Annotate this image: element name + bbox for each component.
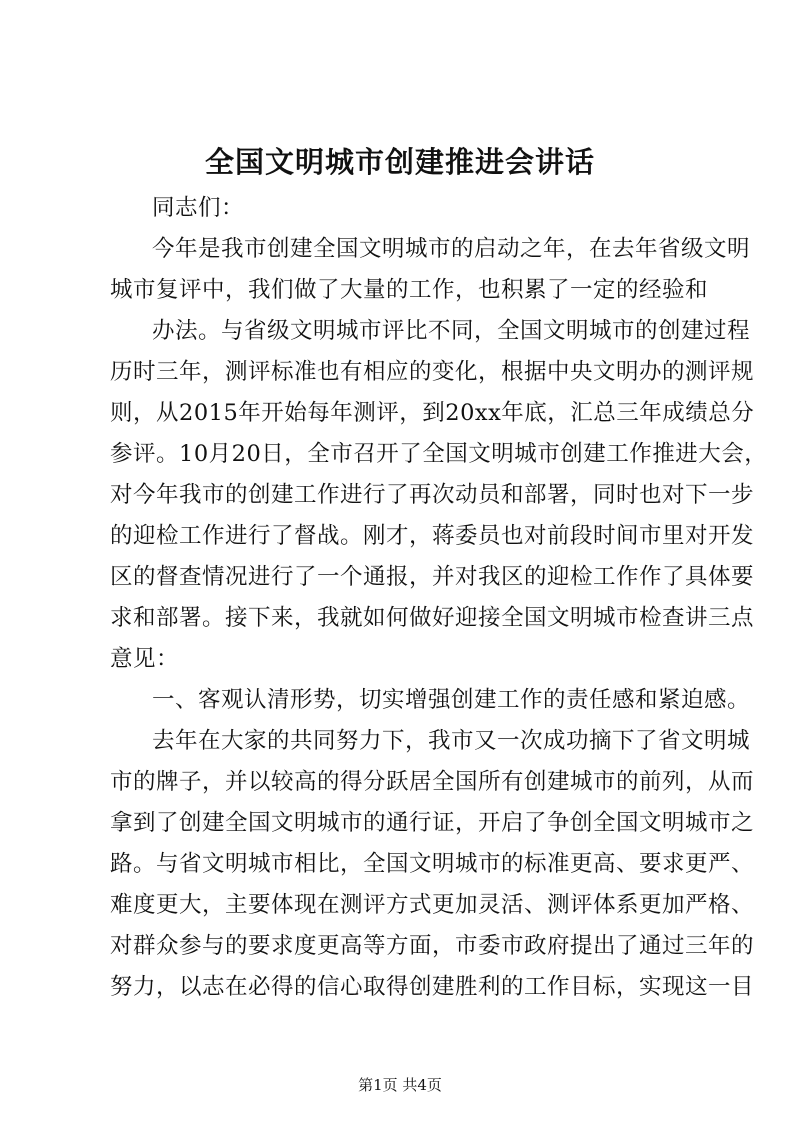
body-line: 努力，以志在必得的信心取得创建胜利的工作目标，实现这一目 [110, 974, 755, 1000]
body-line: 求和部署。接下来，我就如何做好迎接全国文明城市检查讲三点 [110, 605, 755, 631]
body-line: 对今年我市的创建工作进行了再次动员和部署，同时也对下一步 [110, 482, 755, 508]
body-line: 则，从2015年开始每年测评，到20xx年底，汇总三年成绩总分 [110, 400, 755, 426]
page-number: 第1页 共4页 [358, 1076, 442, 1094]
salutation-line: 同志们： [152, 195, 245, 221]
document-title: 全国文明城市创建推进会讲话 [204, 145, 595, 179]
body-line: 市的牌子，并以较高的得分跃居全国所有创建城市的前列，从而 [110, 769, 755, 795]
body-line: 区的督查情况进行了一个通报，并对我区的迎检工作作了具体要 [110, 564, 755, 590]
body-line: 参评。10月20日，全市召开了全国文明城市创建工作推进大会， [110, 441, 768, 467]
section-heading: 一、客观认清形势，切实增强创建工作的责任感和紧迫感。 [152, 687, 751, 713]
body-line: 意见： [110, 646, 180, 672]
body-line: 城市复评中，我们做了大量的工作，也积累了一定的经验和 [110, 277, 709, 303]
body-line: 去年在大家的共同努力下，我市又一次成功摘下了省文明城 [152, 728, 751, 754]
body-line: 难度更大，主要体现在测评方式更加灵活、测评体系更加严格、 [110, 892, 755, 918]
body-line: 拿到了创建全国文明城市的通行证，开启了争创全国文明城市之 [110, 810, 755, 836]
body-line: 今年是我市创建全国文明城市的启动之年，在去年省级文明 [152, 236, 751, 262]
body-line: 路。与省文明城市相比，全国文明城市的标准更高、要求更严、 [110, 851, 755, 877]
body-line: 的迎检工作进行了督战。刚才，蒋委员也对前段时间市里对开发 [110, 523, 755, 549]
body-line: 历时三年，测评标准也有相应的变化，根据中央文明办的测评规 [110, 359, 755, 385]
body-line: 办法。与省级文明城市评比不同，全国文明城市的创建过程 [152, 318, 751, 344]
body-line: 对群众参与的要求度更高等方面，市委市政府提出了通过三年的 [110, 933, 755, 959]
